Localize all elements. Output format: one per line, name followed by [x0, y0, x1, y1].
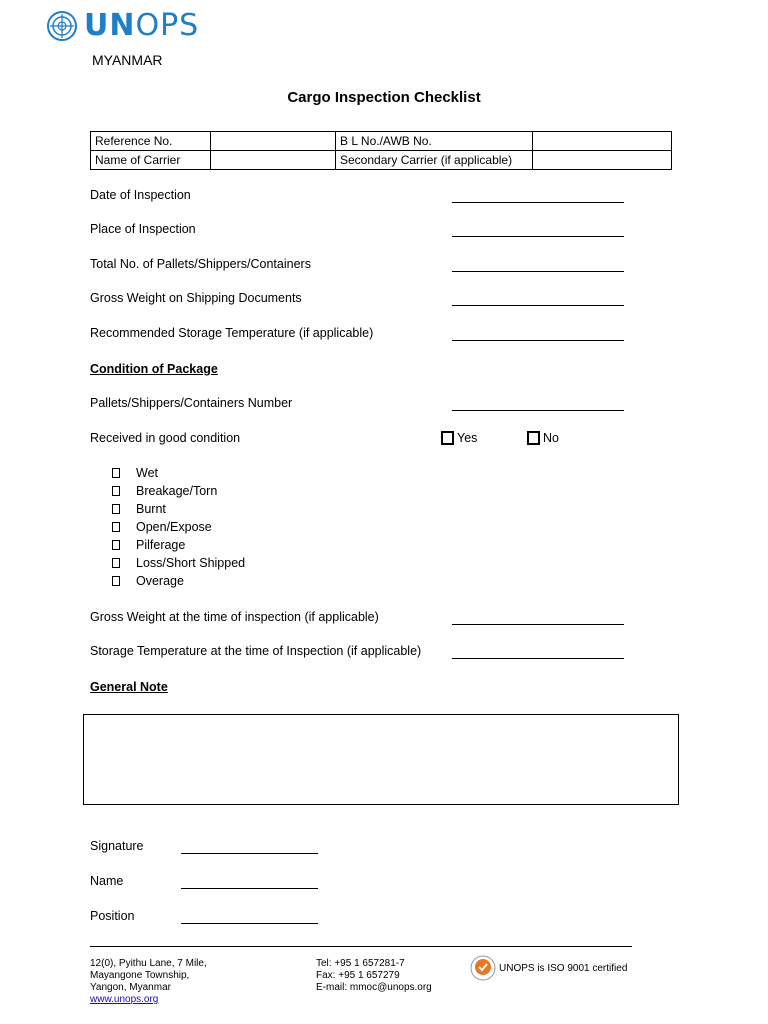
checkbox-icon [112, 468, 120, 478]
contact-line: Fax: +95 1 657279 [316, 970, 400, 981]
gross-weight-docs-field[interactable] [452, 305, 624, 306]
bl-awb-label: B L No./AWB No. [336, 132, 533, 151]
gross-weight-inspection-field[interactable] [452, 624, 624, 625]
place-label: Place of Inspection [90, 222, 196, 236]
condition-item-open[interactable] [112, 520, 212, 534]
iso-text: UNOPS is ISO 9001 certified [499, 962, 628, 974]
reference-no-label: Reference No. [91, 132, 211, 151]
condition-label: Burnt [136, 502, 166, 516]
storage-temp-label: Recommended Storage Temperature (if applicable) [90, 326, 374, 340]
gross-weight-docs-label: Gross Weight on Shipping Documents [90, 291, 302, 305]
condition-label: Pilferage [136, 538, 186, 552]
footer-divider [90, 946, 632, 947]
reference-no-cell[interactable] [211, 132, 336, 151]
checkbox-icon [112, 558, 120, 568]
table-row [91, 151, 672, 170]
carrier-label: Name of Carrier [91, 151, 211, 170]
bl-awb-cell[interactable] [533, 132, 672, 151]
iso-certification [470, 955, 627, 981]
condition-item-loss[interactable] [112, 556, 245, 570]
condition-label: Wet [136, 466, 158, 480]
checkbox-icon [112, 576, 120, 586]
condition-heading: Condition of Package [90, 362, 218, 376]
name-field[interactable] [181, 888, 318, 889]
general-note-box[interactable] [83, 714, 679, 805]
condition-item-pilferage[interactable] [112, 538, 185, 552]
checkbox-icon [112, 486, 120, 496]
pallets-number-label: Pallets/Shippers/Containers Number [90, 396, 293, 410]
reference-table [90, 131, 672, 170]
contact-line: E-mail: mmoc@unops.org [316, 982, 432, 993]
secondary-carrier-label: Secondary Carrier (if applicable) [336, 151, 533, 170]
storage-temp-field[interactable] [452, 340, 624, 341]
table-row [91, 132, 672, 151]
iso-badge-icon [470, 955, 496, 981]
name-label: Name [90, 874, 124, 888]
storage-temp-inspection-field[interactable] [452, 658, 624, 659]
condition-label: Loss/Short Shipped [136, 556, 246, 570]
country-label: MYANMAR [92, 52, 163, 68]
position-label: Position [90, 909, 135, 923]
position-field[interactable] [181, 923, 318, 924]
no-label: No [543, 431, 559, 445]
pallets-number-field[interactable] [452, 410, 624, 411]
address-line: Yangon, Myanmar [90, 982, 171, 993]
checkbox-icon [527, 431, 540, 445]
total-field[interactable] [452, 271, 624, 272]
unops-logo [46, 10, 199, 42]
signature-field[interactable] [181, 853, 318, 854]
checkbox-icon [112, 522, 120, 532]
received-label: Received in good condition [90, 431, 241, 445]
place-field[interactable] [452, 236, 624, 237]
address-line: 12(0), Pyithu Lane, 7 Mile, [90, 958, 207, 969]
general-note-heading: General Note [90, 680, 168, 694]
condition-label: Breakage/Torn [136, 484, 218, 498]
storage-temp-inspection-label: Storage Temperature at the time of Inspection (if applicable) [90, 644, 422, 658]
condition-label: Overage [136, 574, 184, 588]
condition-label: Open/Expose [136, 520, 212, 534]
checkbox-icon [112, 504, 120, 514]
secondary-carrier-cell[interactable] [533, 151, 672, 170]
condition-item-overage[interactable] [112, 574, 184, 588]
footer-address [90, 958, 207, 1006]
date-field[interactable] [452, 202, 624, 203]
checkbox-icon [441, 431, 454, 445]
logo-wordmark: UNOPS [84, 8, 200, 43]
contact-line: Tel: +95 1 657281-7 [316, 958, 405, 969]
yes-label: Yes [457, 431, 478, 445]
gross-weight-inspection-label: Gross Weight at the time of inspection (if applicable) [90, 610, 379, 624]
checkbox-icon [112, 540, 120, 550]
total-label: Total No. of Pallets/Shippers/Containers [90, 257, 311, 271]
address-line: Mayangone Township, [90, 970, 190, 981]
condition-item-breakage[interactable] [112, 484, 217, 498]
received-no-checkbox[interactable] [527, 431, 559, 445]
received-yes-checkbox[interactable] [441, 431, 477, 445]
page-title: Cargo Inspection Checklist [287, 89, 481, 106]
footer-contact [316, 958, 432, 994]
condition-item-wet[interactable] [112, 466, 158, 480]
carrier-cell[interactable] [211, 151, 336, 170]
website-link[interactable]: www.unops.org [90, 994, 159, 1005]
un-emblem-icon [46, 10, 78, 42]
signature-label: Signature [90, 839, 144, 853]
date-label: Date of Inspection [90, 188, 191, 202]
condition-item-burnt[interactable] [112, 502, 166, 516]
